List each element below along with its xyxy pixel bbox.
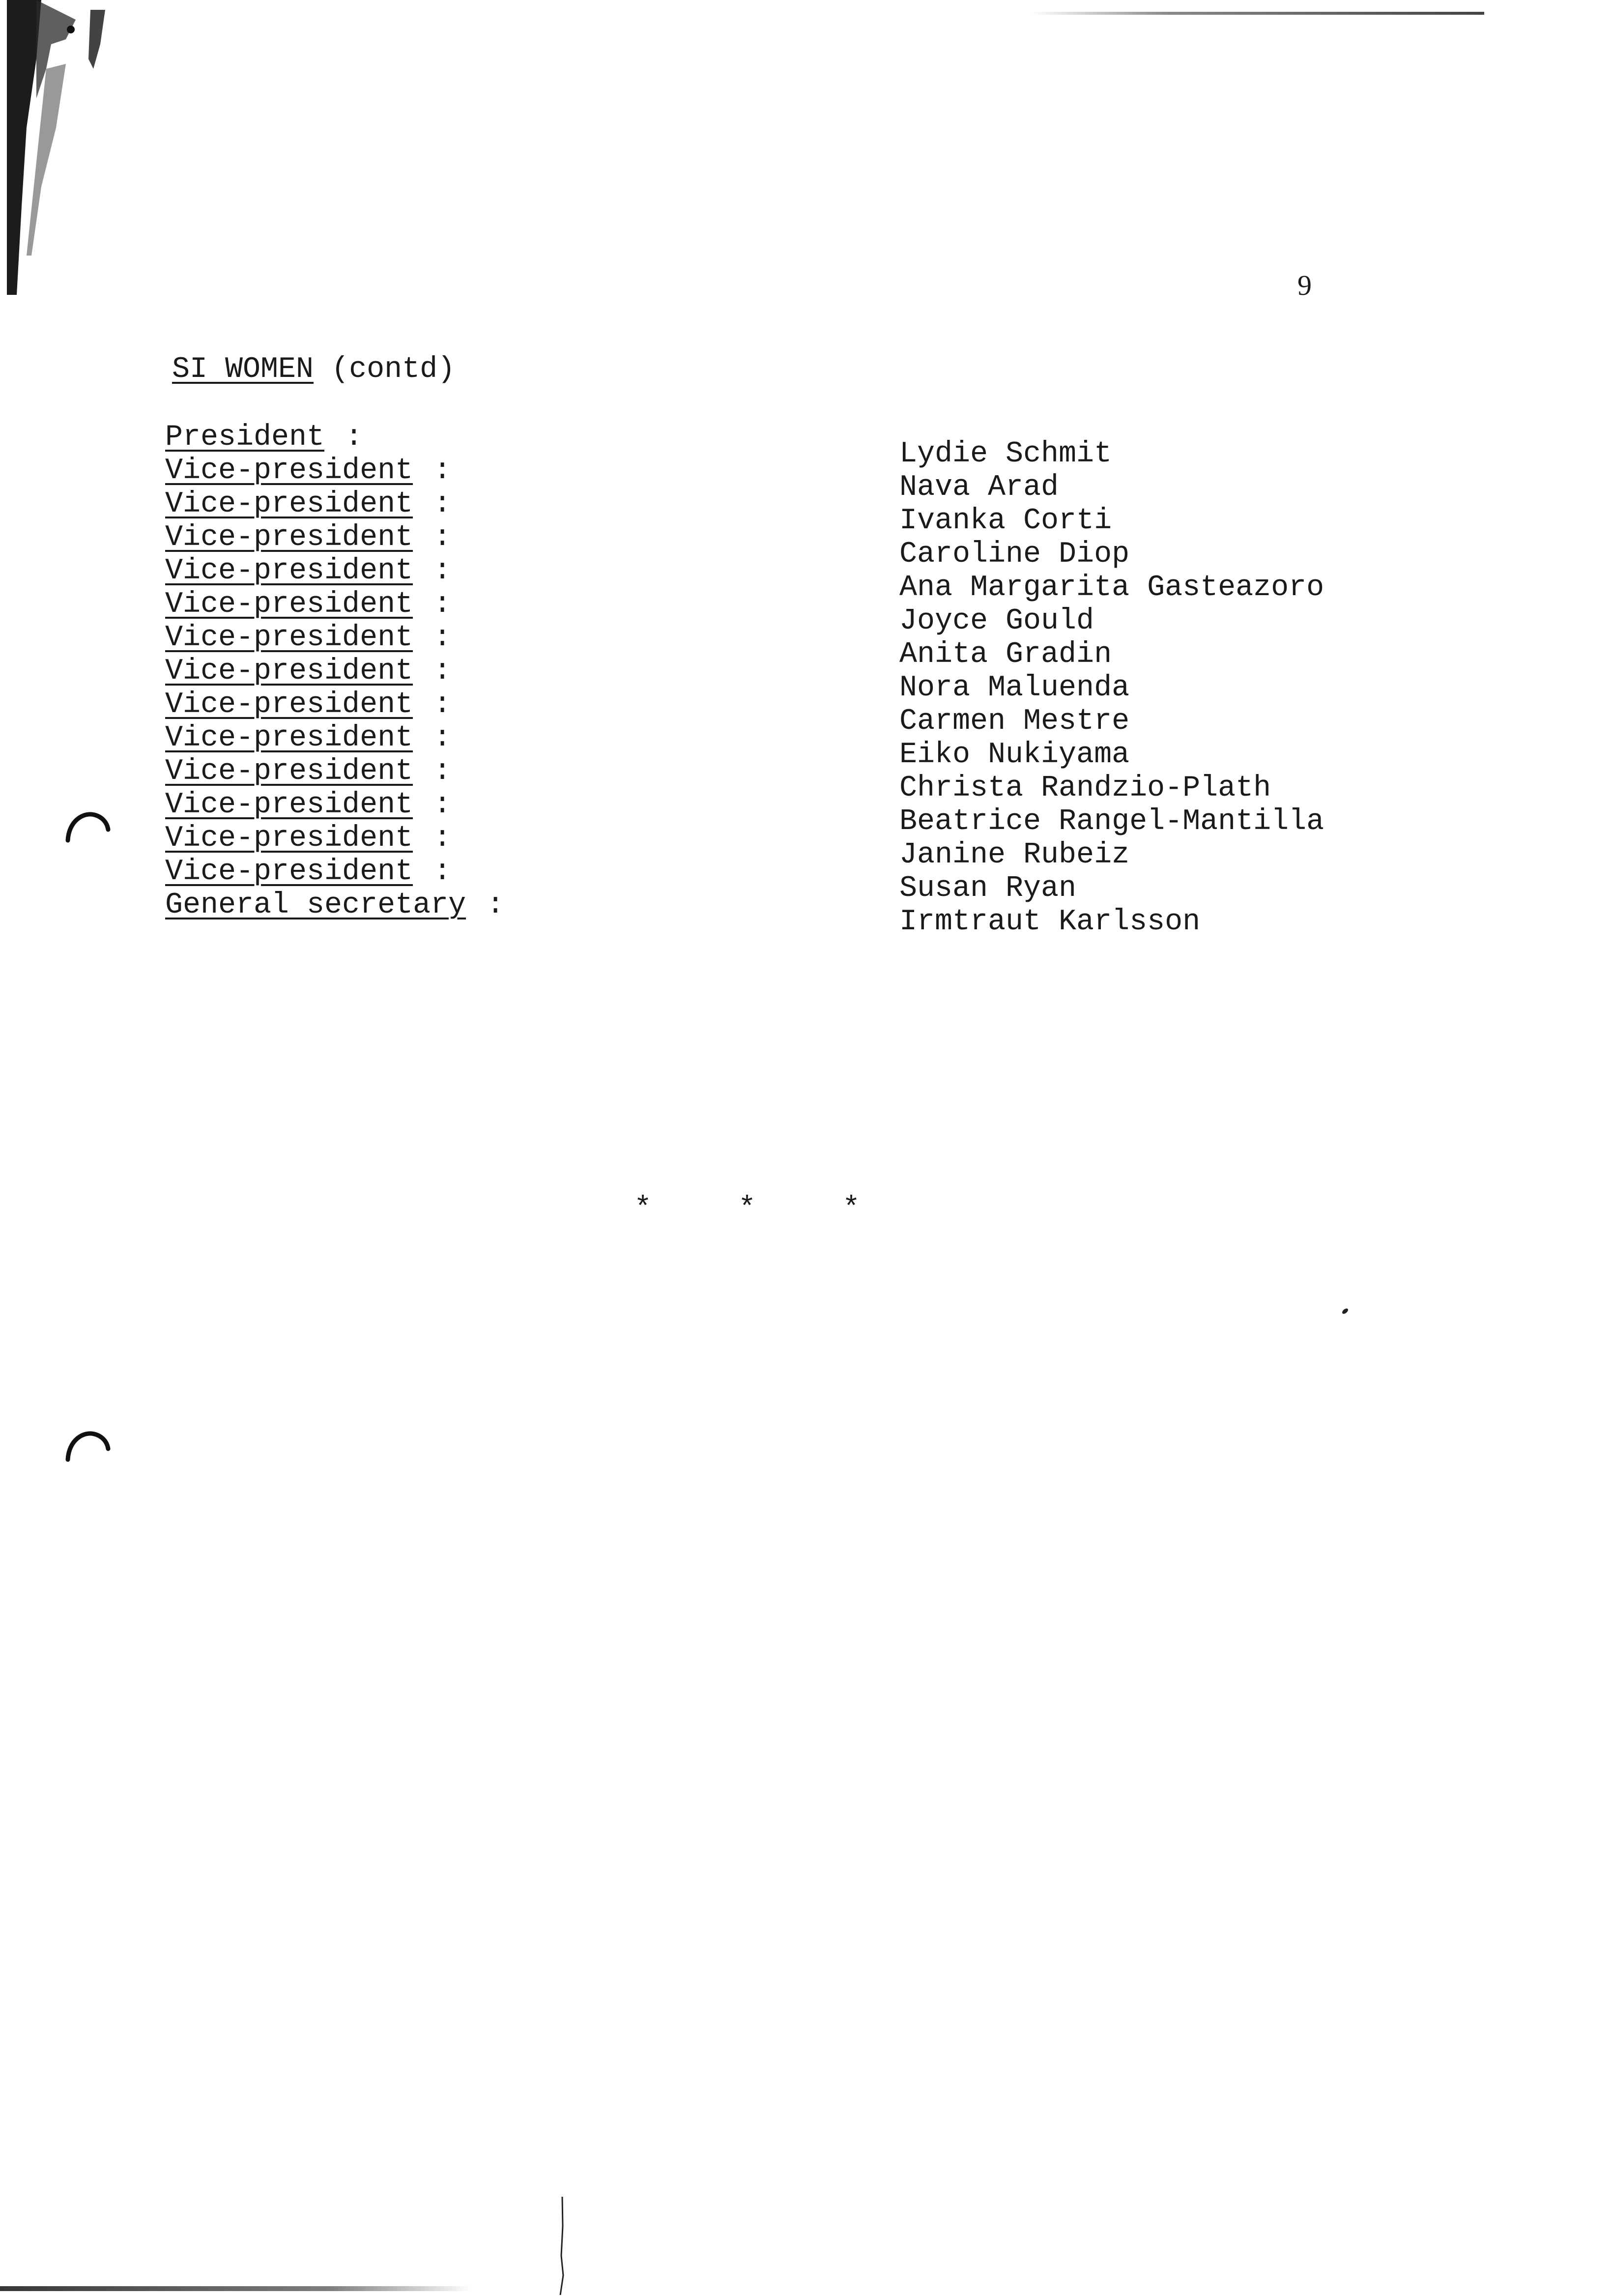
officer-role-row	[165, 554, 504, 588]
officer-name: Lydie Schmit	[899, 437, 1112, 471]
officer-role-label: Vice-president	[165, 822, 413, 855]
officer-role-colon: :	[433, 554, 452, 588]
officer-role-label: Vice-president	[165, 454, 413, 488]
officer-role-label: General secretary	[165, 889, 466, 922]
page-number: 9	[1297, 269, 1312, 301]
officer-role-row	[165, 855, 504, 889]
names-list	[899, 437, 1324, 939]
heading-suffix: (contd)	[331, 353, 456, 386]
officer-role-colon: :	[433, 588, 452, 621]
officer-name: Anita Gradin	[899, 638, 1112, 671]
officer-name: Ivanka Corti	[899, 504, 1112, 538]
officer-role-label: President	[165, 421, 325, 454]
officer-role-label: Vice-president	[165, 721, 413, 755]
officer-role-label: Vice-president	[165, 554, 413, 588]
officer-name: Irmtraut Karlsson	[899, 905, 1201, 939]
officer-role-label: Vice-president	[165, 688, 413, 721]
officer-role-colon: :	[433, 488, 452, 521]
officer-role-row	[165, 822, 504, 855]
officer-role-label: Vice-president	[165, 521, 413, 554]
punch-hole-icon	[64, 806, 111, 853]
officer-role-colon: :	[433, 621, 452, 655]
officer-role-label: Vice-president	[165, 588, 413, 621]
officer-name: Caroline Diop	[899, 538, 1130, 571]
officer-role-colon: :	[433, 855, 452, 889]
officer-name: Carmen Mestre	[899, 705, 1130, 738]
officer-role-colon: :	[433, 788, 452, 822]
scan-edge-line-top	[1032, 12, 1484, 15]
officer-role-colon: :	[433, 655, 452, 688]
officer-role-colon: :	[433, 755, 452, 788]
officer-role-label: Vice-president	[165, 621, 413, 655]
officer-role-row	[165, 421, 504, 454]
officer-name: Susan Ryan	[899, 872, 1077, 905]
officer-name: Ana Margarita Gasteazoro	[899, 571, 1324, 604]
section-separator	[634, 1194, 860, 1224]
officer-role-colon: :	[433, 721, 452, 755]
separator-asterisk: *	[634, 1192, 652, 1226]
officer-role-label: Vice-president	[165, 488, 413, 521]
officer-role-row	[165, 521, 504, 554]
officer-role-row	[165, 655, 504, 688]
officer-role-colon: :	[487, 889, 505, 922]
officer-role-row	[165, 488, 504, 521]
officer-role-row	[165, 788, 504, 822]
officer-role-row	[165, 588, 504, 621]
roles-list	[165, 421, 504, 922]
officer-name: Nava Arad	[899, 471, 1059, 504]
officer-role-label: Vice-president	[165, 755, 413, 788]
officer-role-colon: :	[345, 421, 363, 454]
officer-role-row	[165, 621, 504, 655]
officer-role-colon: :	[433, 822, 452, 855]
separator-asterisk: *	[842, 1192, 860, 1226]
officer-name: Christa Randzio-Plath	[899, 772, 1271, 805]
officer-role-label: Vice-president	[165, 855, 413, 889]
officer-role-row	[165, 755, 504, 788]
officer-name: Joyce Gould	[899, 604, 1094, 638]
officer-role-label: Vice-president	[165, 788, 413, 822]
punch-hole-icon	[64, 1425, 111, 1472]
officer-role-row	[165, 454, 504, 488]
officer-name: Nora Maluenda	[899, 671, 1130, 705]
section-heading	[172, 355, 455, 384]
officer-role-row	[165, 688, 504, 721]
separator-asterisk: *	[738, 1192, 756, 1226]
officer-name: Beatrice Rangel-Mantilla	[899, 805, 1324, 838]
scan-shadow-mark	[7, 0, 125, 295]
ink-speck	[1341, 1307, 1349, 1315]
officer-name: Eiko Nukiyama	[899, 738, 1130, 772]
heading-title: SI WOMEN	[172, 353, 314, 386]
officer-role-colon: :	[433, 454, 452, 488]
officer-name: Janine Rubeiz	[899, 838, 1130, 872]
officer-role-colon: :	[433, 688, 452, 721]
officer-role-row	[165, 889, 504, 922]
scan-edge-line-bottom	[0, 2286, 472, 2291]
officer-role-colon: :	[433, 521, 452, 554]
scan-mark-bottom	[558, 2197, 565, 2295]
officer-role-label: Vice-president	[165, 655, 413, 688]
officer-role-row	[165, 721, 504, 755]
